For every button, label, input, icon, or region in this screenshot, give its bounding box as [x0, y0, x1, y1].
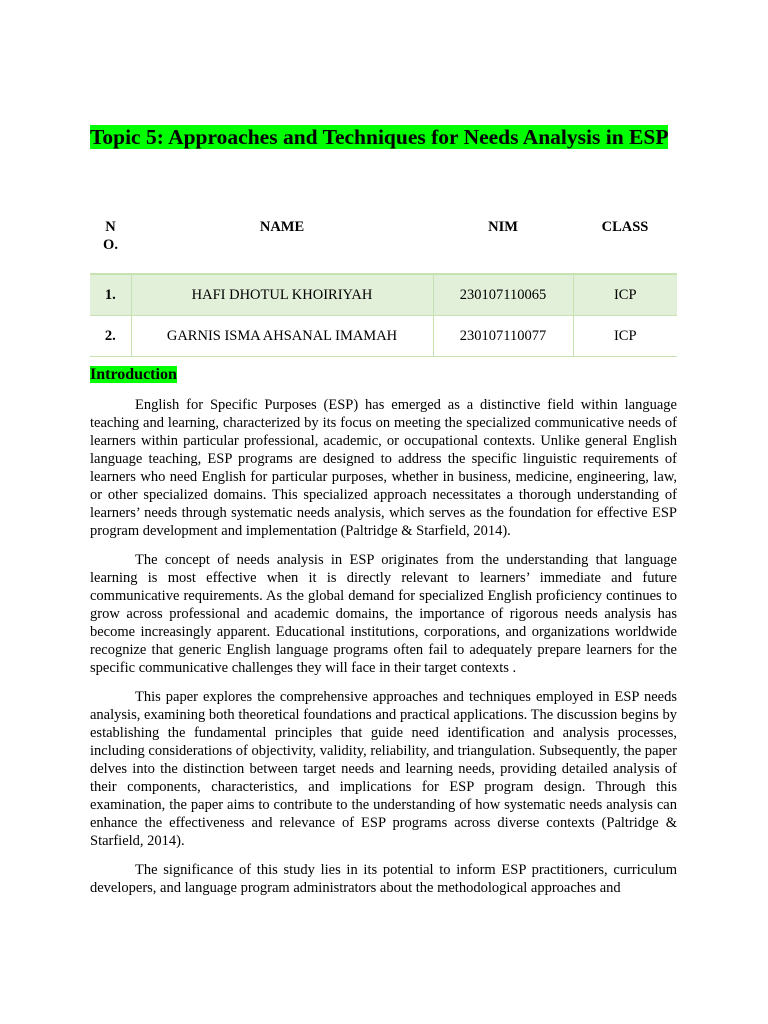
section-heading [90, 364, 177, 386]
row-name: HAFI DHOTUL KHOIRIYAH [131, 274, 433, 316]
table-header-row [90, 210, 677, 274]
row-class: ICP [573, 316, 677, 357]
row-no: 1. [90, 274, 131, 316]
table-row [90, 274, 677, 316]
paragraph: The concept of needs analysis in ESP originates from the understanding that language learning is most effective when it is directly relevant to learners’ immediate and future communicative requirements. As the global demand for specialized English proficiency continues to grow across professional and academic domains, the importance of rigorous needs analysis has become increasingly apparent. Educational institutions, corporations, and organizations worldwide recognize that generic English language programs often fail to adequately prepare learners for the specific communicative challenges they will face in their target contexts . [90, 552, 677, 676]
row-nim: 230107110065 [433, 274, 573, 316]
row-nim: 230107110077 [433, 316, 573, 357]
document-title [90, 124, 677, 150]
paragraph: This paper explores the comprehensive approaches and techniques employed in ESP needs analysis, examining both theoretical foundations and practical applications. The discussion begins by establishing the fundamental principles that guide need identification and analysis processes, including considerations of objectivity, validity, reliability, and triangulation. Subsequently, the paper delves into the distinction between target needs and learning needs, providing detailed analysis of their components, characteristics, and implications for ESP program design. Through this examination, the paper aims to contribute to the understanding of how systematic needs analysis can enhance the effectiveness and relevance of ESP programs across diverse contexts (Paltridge & Starfield, 2014). [90, 689, 677, 849]
row-no: 2. [90, 316, 131, 357]
row-class: ICP [573, 274, 677, 316]
body-text [90, 396, 677, 908]
title-highlight: Topic 5: Approaches and Techniques for Needs Analysis in ESP [90, 125, 669, 149]
heading-highlight: Introduction [90, 366, 177, 383]
table-row [90, 316, 677, 357]
header-name: NAME [131, 210, 433, 274]
header-no: NO. [90, 210, 131, 274]
paragraph: English for Specific Purposes (ESP) has emerged as a distinctive field within language teaching and learning, characterized by its focus on meeting the specialized communicative needs of learners within particular professional, academic, or occupational contexts. Unlike general English language teaching, ESP programs are designed to address the specific linguistic requirements of learners who need English for particular purposes, whether in business, medicine, engineering, law, or other specialized domains. This specialized approach necessitates a thorough understanding of learners’ needs through systematic needs analysis, which serves as the foundation for effective ESP program development and implementation (Paltridge & Starfield, 2014). [90, 397, 677, 539]
members-table [90, 210, 677, 357]
header-class: CLASS [573, 210, 677, 274]
row-name: GARNIS ISMA AHSANAL IMAMAH [131, 316, 433, 357]
paragraph: The significance of this study lies in its potential to inform ESP practitioners, curriculum developers, and language program administrators about the methodological approaches and [90, 862, 677, 896]
header-nim: NIM [433, 210, 573, 274]
